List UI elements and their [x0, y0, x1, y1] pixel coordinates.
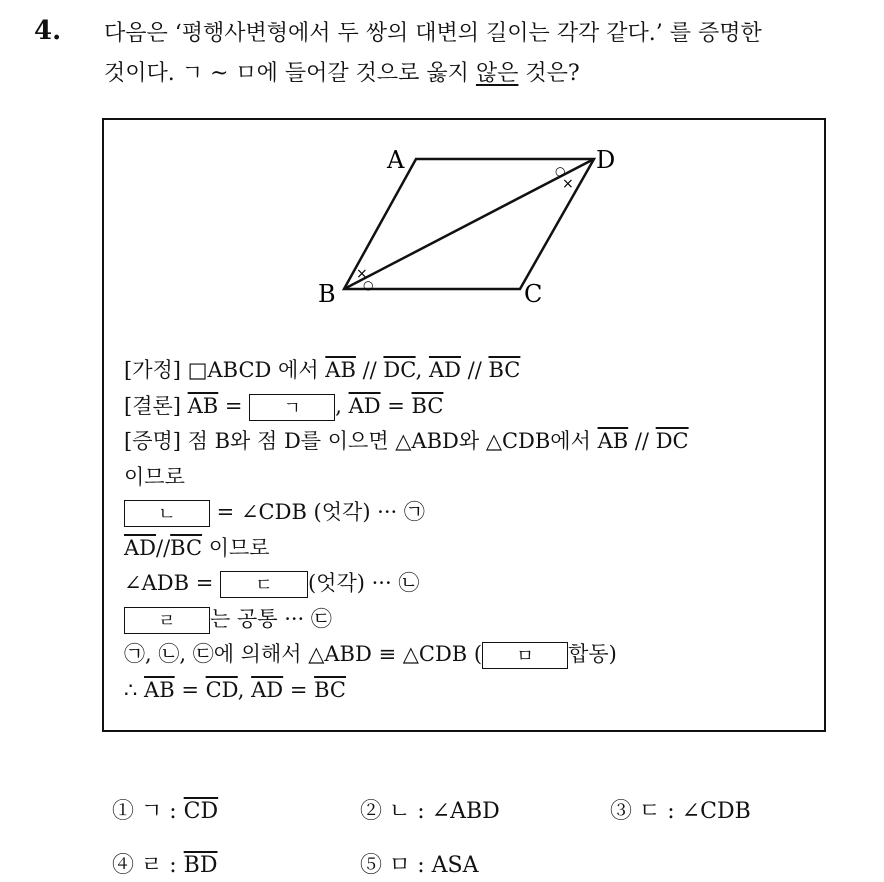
- question-text: [104, 14, 864, 94]
- text-span: ∠ADB =: [124, 571, 220, 595]
- choice-label: ㄹ :: [141, 853, 184, 878]
- text-span: □ABCD 에서: [187, 358, 326, 382]
- underlined-word: 않은: [475, 61, 519, 86]
- angle-mark-cross-d: ×: [562, 176, 574, 192]
- text-span: 합동): [568, 642, 617, 666]
- segment-ab: $\overline{AB}$: [325, 358, 356, 382]
- choice-label: ㅁ :: [389, 853, 432, 878]
- segment-bc: $\overline{BC}$: [411, 393, 444, 418]
- blank-box-c: ㄷ: [220, 571, 308, 598]
- parallelogram-figure: [104, 120, 824, 350]
- question-line-2-pre: 것이다. ㄱ ~ ㅁ에 들어갈 것으로 옳지: [104, 61, 476, 86]
- segment-ad: $\overline{AD}$: [428, 358, 461, 382]
- segment-cd: $\overline{CD}$: [205, 677, 238, 702]
- choice-number: ④: [112, 853, 135, 878]
- choice-value: $\overline{CD}$: [183, 799, 219, 824]
- proof-line-3: [124, 495, 814, 531]
- choice-label: ㄱ :: [141, 799, 184, 824]
- assumption-label: [가정]: [124, 358, 188, 382]
- segment-bc: $\overline{BC}$: [170, 535, 203, 560]
- text-span: (엇각) ··· ㉡: [307, 571, 420, 595]
- text-span: ,: [415, 358, 429, 382]
- blank-box-a: ㄱ: [249, 394, 335, 421]
- text-span: //: [355, 358, 384, 382]
- text-span: = ∠CDB (엇각) ··· ㉠: [210, 500, 425, 524]
- question-line-2: [104, 54, 864, 94]
- vertex-label-c: C: [524, 280, 543, 308]
- segment-ab: $\overline{AB}$: [187, 393, 219, 418]
- text-span: 이므로: [202, 535, 270, 560]
- text-span: =: [380, 393, 412, 418]
- blank-box-d: ㄹ: [124, 607, 210, 634]
- text-span: =: [218, 393, 250, 418]
- choice-value: ∠ABD: [431, 799, 500, 824]
- segment-ad: $\overline{AD}$: [251, 677, 284, 702]
- segment-ad: $\overline{AD}$: [348, 393, 381, 418]
- text-span: 이므로: [124, 464, 185, 489]
- assumption-line: [124, 353, 814, 389]
- segment-dc: $\overline{DC}$: [383, 358, 416, 382]
- text-span: ,: [335, 393, 349, 418]
- text-span: =: [283, 677, 315, 702]
- choice-2[interactable]: [360, 794, 500, 825]
- text-span: [증명] 점 B와 점 D를 이으면 △ABD와 △CDB에서: [124, 429, 598, 453]
- text-span: 는 공통 ··· ㉢: [210, 606, 332, 631]
- proof-line-4: [124, 531, 814, 567]
- text-span: //: [628, 429, 656, 453]
- choice-value: ∠CDB: [681, 799, 751, 824]
- therefore-symbol: ∴: [124, 677, 145, 702]
- choice-label: ㄷ :: [639, 799, 682, 824]
- choice-4[interactable]: [112, 848, 217, 879]
- choice-5[interactable]: [360, 848, 479, 879]
- question-line-1: 다음은 ‘평행사변형에서 두 쌍의 대변의 길이는 각각 같다.’ 를 증명한: [104, 21, 762, 46]
- angle-mark-circle-d: ○: [555, 164, 566, 178]
- choice-1[interactable]: [112, 794, 218, 825]
- choice-3[interactable]: [610, 794, 751, 825]
- vertex-label-d: D: [596, 146, 616, 174]
- proof-line-8: [124, 673, 814, 709]
- proof-line-5: [124, 566, 814, 602]
- proof-box: [102, 118, 826, 732]
- choice-label: ㄴ :: [389, 799, 432, 824]
- segment-ab: $\overline{AB}$: [597, 429, 629, 453]
- conclusion-label: [결론]: [124, 393, 188, 418]
- segment-bc: $\overline{BC}$: [488, 358, 521, 382]
- question-number: 4.: [34, 16, 62, 46]
- text-span: //: [156, 535, 171, 560]
- blank-box-e: ㅁ: [482, 642, 568, 669]
- proof-text: [124, 353, 814, 708]
- segment-bc: $\overline{BC}$: [314, 677, 346, 702]
- conclusion-line: [124, 389, 814, 425]
- choice-number: ⑤: [360, 853, 383, 878]
- choice-number: ①: [112, 799, 135, 824]
- choice-value: ASA: [431, 853, 479, 878]
- proof-line-6: [124, 602, 814, 638]
- segment-ad: $\overline{AD}$: [124, 535, 157, 560]
- text-span: //: [460, 358, 489, 382]
- proof-line-2: [124, 460, 814, 496]
- vertex-label-b: B: [318, 280, 336, 308]
- segment-dc: $\overline{DC}$: [655, 429, 689, 453]
- text-span: ,: [237, 677, 252, 702]
- question-line-2-post: 것은?: [518, 61, 580, 86]
- text-span: ㉠, ㉡, ㉢에 의해서 △ABD ≡ △CDB (: [124, 642, 483, 666]
- choice-value: $\overline{BD}$: [183, 853, 218, 878]
- segment-ab: $\overline{AB}$: [144, 677, 175, 702]
- choice-number: ②: [360, 799, 383, 824]
- angle-mark-cross-b: ×: [356, 266, 368, 282]
- vertex-label-a: A: [387, 146, 405, 174]
- proof-line-7: [124, 637, 814, 673]
- choice-number: ③: [610, 799, 633, 824]
- text-span: =: [174, 677, 206, 702]
- angle-mark-circle-b: ○: [363, 278, 374, 292]
- blank-box-b: ㄴ: [124, 500, 210, 527]
- proof-line-1: [124, 424, 814, 460]
